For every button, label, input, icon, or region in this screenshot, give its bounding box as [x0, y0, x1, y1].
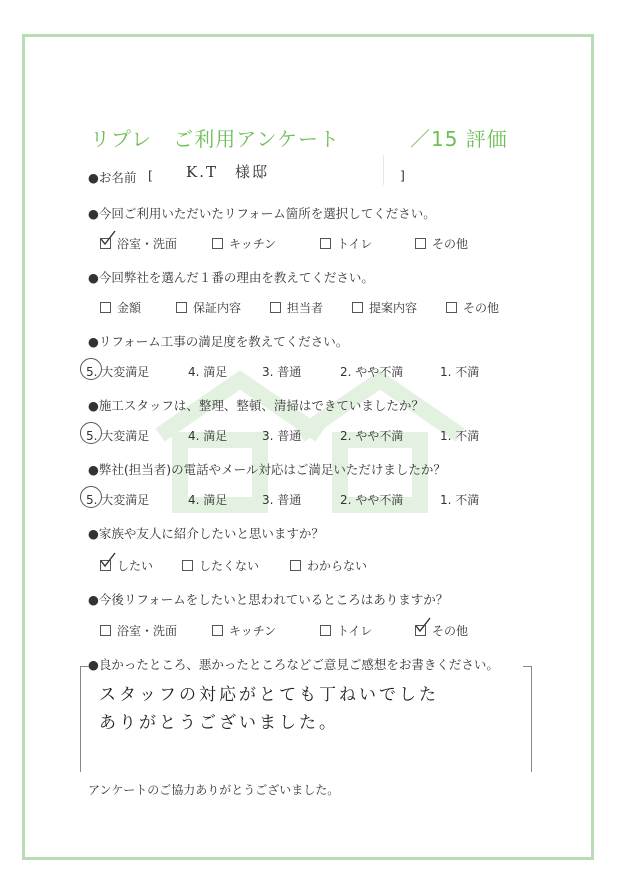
- q5-rating-4[interactable]: [188, 491, 227, 508]
- question-3: ●リフォーム工事の満足度を教えてください。: [88, 334, 349, 349]
- name-open-bracket: [: [148, 168, 153, 183]
- name-value: K.T 様邸: [186, 163, 269, 181]
- option-label: トイレ: [337, 624, 373, 638]
- q2-option-other[interactable]: [446, 299, 499, 316]
- q7-option-toilet[interactable]: [320, 622, 372, 639]
- option-label: 浴室・洗面: [117, 624, 178, 638]
- question-1: ●今回ご利用いただいたリフォーム箇所を選択してください。: [88, 206, 436, 221]
- q2-option-staff[interactable]: [270, 299, 323, 316]
- rating-label: 2. やや不満: [340, 365, 404, 379]
- checkbox[interactable]: [212, 625, 223, 636]
- option-label: キッチン: [229, 624, 277, 638]
- option-label: キッチン: [229, 237, 277, 251]
- q1-option-bath[interactable]: [100, 235, 177, 252]
- checkmark-icon: [99, 230, 117, 248]
- q7-option-kitchen[interactable]: [212, 622, 276, 639]
- survey-title: [90, 123, 508, 152]
- q3-rating-4[interactable]: [188, 363, 227, 380]
- option-label: その他: [432, 237, 469, 251]
- checkbox[interactable]: [100, 560, 111, 571]
- q6-option-unsure[interactable]: [290, 557, 367, 574]
- comment-field[interactable]: [80, 666, 532, 772]
- name-close-bracket: ]: [400, 168, 405, 183]
- selected-circle: [80, 358, 102, 380]
- checkbox[interactable]: [320, 625, 331, 636]
- question-6: ●家族や友人に紹介したいと思いますか？: [88, 526, 324, 541]
- question-7: ●今後リフォームをしたいと思われているところはありますか？: [88, 592, 449, 607]
- q4-rating-2[interactable]: [340, 427, 403, 444]
- q3-rating-3[interactable]: [262, 363, 301, 380]
- rating-label: 3. 普通: [262, 429, 302, 443]
- checkmark-icon: [99, 552, 117, 570]
- q5-rating-2[interactable]: [340, 491, 403, 508]
- q2-option-warranty[interactable]: [176, 299, 241, 316]
- q2-option-price[interactable]: [100, 299, 141, 316]
- option-label: 担当者: [287, 301, 324, 315]
- q2-option-proposal[interactable]: [352, 299, 417, 316]
- option-label: その他: [463, 301, 500, 315]
- rating-label: 2. やや不満: [340, 493, 404, 507]
- checkbox[interactable]: [320, 238, 331, 249]
- q3-rating-5[interactable]: [86, 363, 149, 380]
- thank-you-footer: アンケートのご協力ありがとうございました。: [88, 783, 340, 797]
- q4-rating-4[interactable]: [188, 427, 227, 444]
- option-label: したい: [117, 559, 154, 573]
- checkbox[interactable]: [415, 238, 426, 249]
- checkbox[interactable]: [212, 238, 223, 249]
- option-label: 浴室・洗面: [117, 237, 178, 251]
- rating-label: 3. 普通: [262, 493, 302, 507]
- question-2: ●今回弊社を選んだ１番の理由を教えてください。: [88, 270, 374, 285]
- checkbox[interactable]: [415, 625, 426, 636]
- checkbox[interactable]: [446, 302, 457, 313]
- name-field[interactable]: [148, 159, 408, 189]
- rating-label: 5. 大変満足: [86, 365, 150, 379]
- option-label: わからない: [307, 559, 368, 573]
- q5-rating-3[interactable]: [262, 491, 301, 508]
- q6-option-yes[interactable]: [100, 557, 153, 574]
- name-label: ●お名前: [88, 170, 137, 185]
- option-label: 保証内容: [193, 301, 242, 315]
- rating-label: 4. 満足: [188, 429, 228, 443]
- checkbox[interactable]: [176, 302, 187, 313]
- q7-option-bath[interactable]: [100, 622, 177, 639]
- option-label: その他: [432, 624, 469, 638]
- name-field-divider: [323, 155, 384, 185]
- option-label: トイレ: [337, 237, 373, 251]
- rating-label: 1. 不満: [440, 493, 480, 507]
- checkbox[interactable]: [100, 625, 111, 636]
- comment-line-2: ありがとうございました。: [99, 713, 339, 733]
- checkbox[interactable]: [352, 302, 363, 313]
- rating-label: 4. 満足: [188, 365, 228, 379]
- rating-label: 5. 大変満足: [86, 493, 150, 507]
- rating-label: 4. 満足: [188, 493, 228, 507]
- question-8: ●良かったところ、悪かったところなどご意見ご感想をお書きください。: [88, 657, 499, 672]
- q4-rating-5[interactable]: [86, 427, 149, 444]
- checkbox[interactable]: [270, 302, 281, 313]
- option-label: したくない: [199, 559, 260, 573]
- rating-label: 1. 不満: [440, 429, 480, 443]
- checkbox[interactable]: [290, 560, 301, 571]
- option-label: 提案内容: [369, 301, 418, 315]
- selected-circle: [80, 422, 102, 444]
- q5-rating-5[interactable]: [86, 491, 149, 508]
- q7-option-other[interactable]: [415, 622, 468, 639]
- checkmark-icon: [414, 617, 432, 635]
- q3-rating-1[interactable]: [440, 363, 479, 380]
- name-row: [88, 163, 405, 186]
- checkbox[interactable]: [100, 302, 111, 313]
- q5-rating-1[interactable]: [440, 491, 479, 508]
- score-label: ／15 評価: [410, 127, 508, 151]
- q1-option-kitchen[interactable]: [212, 235, 276, 252]
- q1-option-other[interactable]: [415, 235, 468, 252]
- title-text: リプレ ご利用アンケート: [90, 127, 340, 151]
- rating-label: 2. やや不満: [340, 429, 404, 443]
- checkbox[interactable]: [182, 560, 193, 571]
- question-4: ●施工スタッフは、整理、整頓、清掃はできていましたか？: [88, 398, 424, 413]
- q4-rating-3[interactable]: [262, 427, 301, 444]
- rating-label: 1. 不満: [440, 365, 480, 379]
- checkbox[interactable]: [100, 238, 111, 249]
- option-label: 金額: [117, 301, 142, 315]
- rating-label: 5. 大変満足: [86, 429, 150, 443]
- q1-option-toilet[interactable]: [320, 235, 372, 252]
- q6-option-no[interactable]: [182, 557, 259, 574]
- comment-line-1: スタッフの対応がとても丁ねいでした: [99, 685, 439, 705]
- selected-circle: [80, 486, 102, 508]
- question-5: ●弊社(担当者)の電話やメール対応はご満足いただけましたか？: [88, 462, 446, 477]
- q3-rating-2[interactable]: [340, 363, 403, 380]
- q4-rating-1[interactable]: [440, 427, 479, 444]
- rating-label: 3. 普通: [262, 365, 302, 379]
